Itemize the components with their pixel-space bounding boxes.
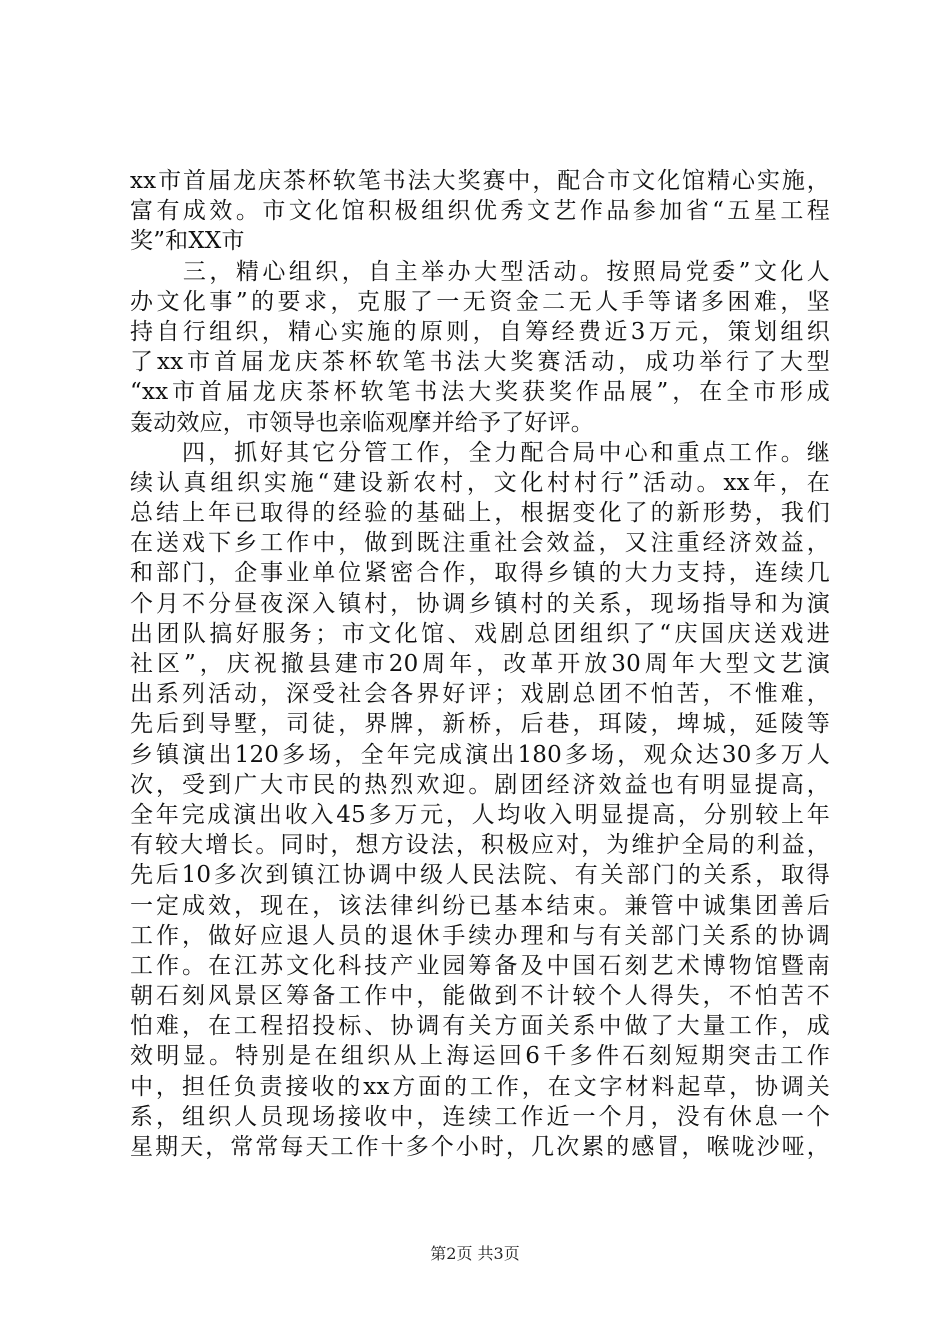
- text-line: “xx市首届龙庆茶杯软笔书法大奖获奖作品展”，在全市形成: [130, 379, 830, 406]
- text-line: 中，担任负责接收的xx方面的工作，在文字材料起草，协调关: [130, 1073, 830, 1100]
- text-line: 星期天，常常每天工作十多个小时，几次累的感冒，喉咙沙哑，: [130, 1134, 830, 1160]
- text-line: 和部门，企事业单位紧密合作，取得乡镇的大力支持，连续几: [130, 560, 830, 587]
- text-line: 先后到导墅，司徒，界牌，新桥，后巷，珥陵，埤城，延陵等: [130, 711, 830, 738]
- text-line: 了xx市首届龙庆茶杯软笔书法大奖赛活动，成功举行了大型: [130, 349, 830, 376]
- text-line: 工作，做好应退人员的退休手续办理和与有关部门关系的协调: [130, 922, 830, 949]
- text-line: 在送戏下乡工作中，做到既注重社会效益，又注重经济效益，: [130, 530, 830, 557]
- text-line: 次，受到广大市民的热烈欢迎。剧团经济效益也有明显提高，: [130, 771, 830, 798]
- text-line: 三，精心组织，自主举办大型活动。按照局党委”文化人: [130, 258, 830, 285]
- text-line: 系，组织人员现场接收中，连续工作近一个月，没有休息一个: [130, 1103, 830, 1130]
- text-line: 出系列活动，深受社会各界好评；戏剧总团不怕苦，不惟难，: [130, 681, 830, 708]
- text-line: 办文化事”的要求，克服了一无资金二无人手等诸多困难，坚: [130, 288, 830, 315]
- text-line: 出团队搞好服务；市文化馆、戏剧总团组织了“庆国庆送戏进: [130, 620, 830, 647]
- text-line: 奖”和XX市: [130, 228, 245, 255]
- text-line: 工作。在江苏文化科技产业园筹备及中国石刻艺术博物馆暨南: [130, 952, 830, 979]
- text-line: 续认真组织实施“建设新农村，文化村村行”活动。xx年，在: [130, 469, 830, 496]
- text-line: 乡镇演出120多场，全年完成演出180多场，观众达30多万人: [130, 741, 830, 768]
- text-line: 持自行组织，精心实施的原则，自筹经费近3万元，策划组织: [130, 318, 830, 345]
- text-line: 富有成效。市文化馆积极组织优秀文艺作品参加省“五星工程: [130, 198, 830, 225]
- text-line: 总结上年已取得的经验的基础上，根据变化了的新形势，我们: [130, 500, 830, 527]
- text-line: 个月不分昼夜深入镇村，协调乡镇村的关系，现场指导和为演: [130, 590, 830, 617]
- text-line: 先后10多次到镇江协调中级人民法院、有关部门的关系，取得: [130, 862, 830, 889]
- text-line: 效明显。特别是在组织从上海运回6千多件石刻短期突击工作: [130, 1043, 830, 1070]
- text-line: 全年完成演出收入45多万元，人均收入明显提高，分别较上年: [130, 801, 830, 828]
- text-line: 一定成效，现在，该法律纠纷已基本结束。兼管中诚集团善后: [130, 892, 830, 919]
- page-footer: 第2页 共3页: [430, 1244, 520, 1263]
- text-line: 有较大增长。同时，想方设法，积极应对，为维护全局的利益，: [130, 832, 830, 859]
- text-line: 社区”，庆祝撤县建市20周年，改革开放30周年大型文艺演: [130, 651, 830, 677]
- text-line: 怕难，在工程招投标、协调有关方面关系中做了大量工作，成: [130, 1013, 830, 1040]
- text-line: xx市首届龙庆茶杯软笔书法大奖赛中，配合市文化馆精心实施，: [130, 168, 830, 194]
- text-line: 四，抓好其它分管工作，全力配合局中心和重点工作。继: [130, 439, 830, 466]
- text-line: 轰动效应，市领导也亲临观摩并给予了好评。: [130, 409, 594, 436]
- text-line: 朝石刻风景区筹备工作中，能做到不计较个人得失，不怕苦不: [130, 983, 830, 1010]
- document-body: [130, 166, 830, 1162]
